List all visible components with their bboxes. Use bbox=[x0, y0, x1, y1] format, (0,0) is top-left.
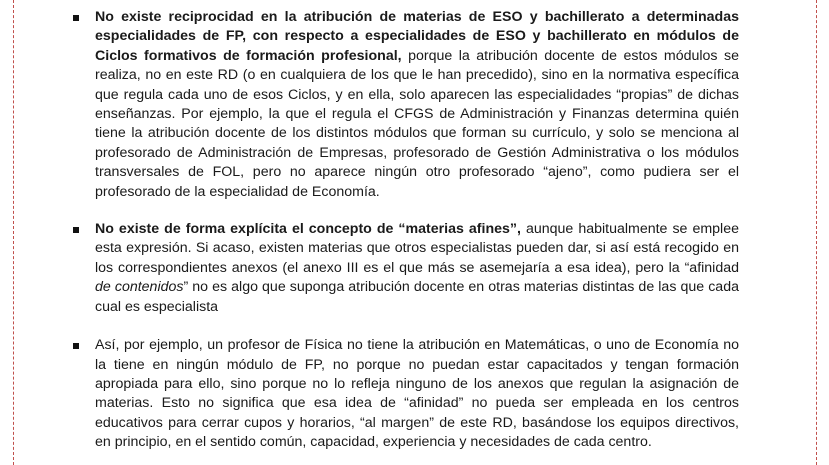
square-bullet-icon bbox=[73, 227, 79, 233]
bullet-text: ” no es algo que suponga atribución docente en otras materias distintas de las que cada cual es especialista bbox=[95, 279, 739, 315]
bullet-italic-text: de contenidos bbox=[95, 279, 184, 296]
bullet-text: aunque habitualmente se emplee esta expresión. Si acaso, existen materias que otros especialistas pueden dar, si así está recogido en los correspondientes anexos (el anexo III es el que más se asemejaría a esa idea), pero la “afinidad bbox=[95, 221, 739, 276]
document-body bbox=[73, 8, 739, 465]
frame-left-border bbox=[13, 0, 14, 465]
square-bullet-icon bbox=[73, 343, 79, 349]
bullet-bold-heading: No existe de forma explícita el concepto de “materias afines”, bbox=[95, 221, 521, 238]
bullet-text: Así, por ejemplo, un profesor de Física no tiene la atribución en Matemáticas, o uno de Economía no la tiene en ningún módulo de FP, no porque no puedan estar capacitados y tengan formación apropiada para ello, sino porque no lo refleja ninguno de los anexos que regulan la asignación de materias. Esto no significa que esa idea de “afinidad” no pueda ser empleada en los centros educativos para cerrar cupos y horarios, “al margen” de este RD, basándose los equipos directivos, en principio, en el sentido común, capacidad, experiencia y necesidades de cada centro. bbox=[95, 337, 739, 451]
bullet-text: porque la atribución docente de estos módulos se realiza, no en este RD (o en cualquiera de los que le han precedido), sino en la normativa específica que regula cada uno de esos Ciclos, y en ella, solo aparecen las especialidades “propias” de dichas enseñanzas. Por ejemplo, la que el regula el CFGS de Administración y Finanzas determina quién tiene la atribución docente de los distintos módulos que forman su currículo, y solo se menciona al profesorado de Administración de Empresas, profesorado de Gestión Administrativa o los módulos transversales de FOL, pero no aparece ningún otro profesorado “ajeno”, como pudiera ser el profesorado de la especialidad de Economía. bbox=[95, 47, 739, 200]
square-bullet-icon bbox=[73, 15, 79, 21]
bullet-item-ejemplo bbox=[73, 336, 739, 452]
bullet-item-materias-afines bbox=[73, 220, 739, 317]
bullet-bold-heading: No existe reciprocidad en la atribución de materias de ESO y bachillerato a determinadas especialidades de FP, con respecto a especialidades de ESO y bachillerato en módulos de Ciclos formativos de formación profesional, bbox=[95, 9, 739, 64]
frame-right-border bbox=[816, 0, 817, 465]
bullet-item-reciprocidad bbox=[73, 8, 739, 202]
